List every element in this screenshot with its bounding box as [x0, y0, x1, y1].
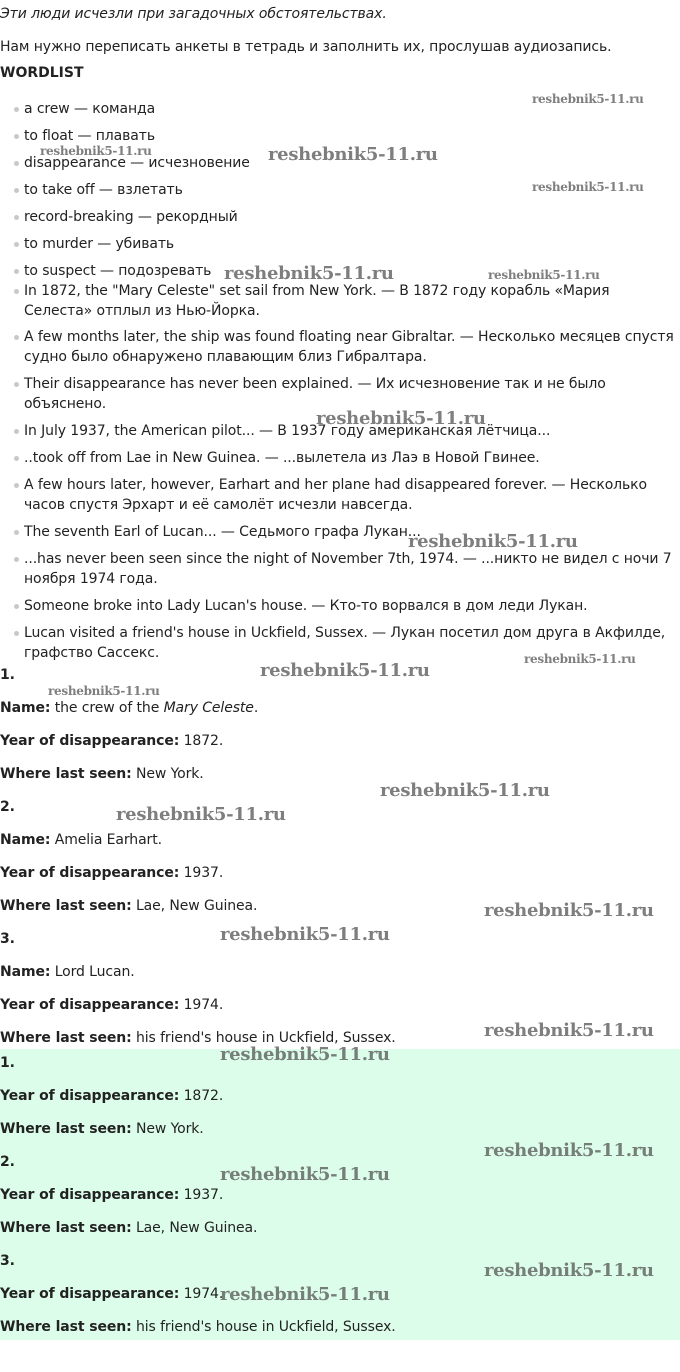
summary-where — [0, 1119, 204, 1139]
where-value: Lae, New Guinea. — [135, 1220, 258, 1236]
year-value: 1974. — [183, 1286, 224, 1302]
answer-name — [0, 830, 162, 850]
summary-number: 3. — [0, 1253, 15, 1269]
watermark: reshebnik5-11.ru — [220, 1044, 390, 1065]
where-label: Where last seen: — [0, 1030, 132, 1046]
watermark: reshebnik5-11.ru — [484, 900, 654, 921]
year-value: 1937. — [183, 865, 224, 881]
watermark: reshebnik5-11.ru — [224, 263, 394, 284]
where-label: Where last seen: — [0, 1220, 132, 1236]
where-value: Lae, New Guinea. — [135, 898, 258, 914]
where-label: Where last seen: — [0, 1121, 132, 1137]
summary-year — [0, 1284, 223, 1304]
answer-year — [0, 863, 223, 883]
name-label: Name: — [0, 700, 51, 716]
name-label: Name: — [0, 964, 51, 980]
year-value: 1937. — [183, 1187, 224, 1203]
year-label: Year of disappearance: — [0, 1187, 180, 1203]
watermark: reshebnik5-11.ru — [316, 408, 486, 429]
name-value: Amelia Earhart. — [54, 832, 162, 848]
where-label: Where last seen: — [0, 898, 132, 914]
year-value: 1872. — [183, 733, 224, 749]
watermark: reshebnik5-11.ru — [40, 144, 152, 158]
year-value: 1974. — [183, 997, 224, 1013]
list-item: A few months later, the ship was found floating near Gibraltar. — Несколько месяцев спустя судно было обнаружено плавающим близ Гибралтара. — [0, 327, 680, 367]
answer-name — [0, 962, 135, 982]
where-label: Where last seen: — [0, 766, 132, 782]
watermark: reshebnik5-11.ru — [268, 144, 438, 165]
list-item: In 1872, the "Mary Celeste" set sail from New York. — В 1872 году корабль «Мария Селеста» отплыл из Нью-Йорка. — [0, 281, 680, 321]
watermark: reshebnik5-11.ru — [260, 660, 430, 681]
watermark: reshebnik5-11.ru — [532, 92, 644, 106]
name-suffix: . — [253, 700, 259, 716]
name-label: Name: — [0, 832, 51, 848]
list-item: The seventh Earl of Lucan... — Седьмого графа Лукан... — [0, 522, 680, 542]
intro-text: Эти люди исчезли при загадочных обстоятельствах. — [0, 6, 387, 22]
watermark: reshebnik5-11.ru — [484, 1140, 654, 1161]
year-value: 1872. — [183, 1088, 224, 1104]
answer-number: 3. — [0, 931, 15, 947]
answer-where — [0, 764, 204, 784]
watermark: reshebnik5-11.ru — [220, 1284, 390, 1305]
list-item: A few hours later, however, Earhart and her plane had disappeared forever. — Несколько часов спустя Эрхарт и её самолёт исчезли навсегда. — [0, 475, 680, 515]
summary-number: 1. — [0, 1055, 15, 1071]
list-item: to murder — убивать — [0, 234, 680, 254]
summary-where — [0, 1317, 396, 1337]
list-item: disappearance — исчезновение — [0, 153, 680, 173]
answer-year — [0, 731, 223, 751]
watermark: reshebnik5-11.ru — [408, 531, 578, 552]
list-item: Their disappearance has never been explained. — Их исчезновение так и не было объяснено. — [0, 374, 680, 414]
list-item: Lucan visited a friend's house in Uckfield, Sussex. — Лукан посетил дом друга в Акфилде, графство Сассекс. — [0, 623, 680, 663]
year-label: Year of disappearance: — [0, 865, 180, 881]
answer-year — [0, 995, 223, 1015]
year-label: Year of disappearance: — [0, 997, 180, 1013]
where-value: his friend's house in Uckfield, Sussex. — [135, 1030, 396, 1046]
watermark: reshebnik5-11.ru — [380, 780, 550, 801]
answer-name — [0, 698, 258, 718]
answer-where — [0, 896, 257, 916]
where-value: New York. — [135, 766, 204, 782]
watermark: reshebnik5-11.ru — [488, 268, 600, 282]
where-value: his friend's house in Uckfield, Sussex. — [135, 1319, 396, 1335]
list-item: ...has never been seen since the night of November 7th, 1974. — ...никто не видел с ночи 7 ноября 1974 года. — [0, 549, 680, 589]
list-item: Someone broke into Lady Lucan's house. — Кто-то ворвался в дом леди Лукан. — [0, 596, 680, 616]
summary-year — [0, 1185, 223, 1205]
answer-where — [0, 1028, 396, 1048]
watermark: reshebnik5-11.ru — [524, 652, 636, 666]
summary-where — [0, 1218, 257, 1238]
name-italic: Mary Celeste — [163, 700, 254, 716]
task-text: Нам нужно переписать анкеты в тетрадь и заполнить их, прослушав аудиозапись. — [0, 39, 612, 55]
year-label: Year of disappearance: — [0, 1088, 180, 1104]
name-prefix: the crew of the — [54, 700, 164, 716]
answer-number: 1. — [0, 667, 15, 683]
where-label: Where last seen: — [0, 1319, 132, 1335]
name-value: Lord Lucan. — [54, 964, 135, 980]
watermark: reshebnik5-11.ru — [484, 1260, 654, 1281]
list-item: ..took off from Lae in New Guinea. — ...вылетела из Лаэ в Новой Гвинее. — [0, 448, 680, 468]
watermark: reshebnik5-11.ru — [220, 1164, 390, 1185]
list-item: to take off — взлетать — [0, 180, 680, 200]
watermark: reshebnik5-11.ru — [484, 1020, 654, 1041]
answer-number: 2. — [0, 799, 15, 815]
summary-year — [0, 1086, 223, 1106]
watermark: reshebnik5-11.ru — [48, 684, 160, 698]
wordlist-title: WORDLIST — [0, 65, 84, 81]
list-item: In July 1937, the American pilot... — В 1937 году американская лётчица... — [0, 421, 680, 441]
list-item: record-breaking — рекордный — [0, 207, 680, 227]
list-item: to suspect — подозревать — [0, 261, 680, 281]
watermark: reshebnik5-11.ru — [116, 804, 286, 825]
where-value: New York. — [135, 1121, 204, 1137]
list-item: a crew — команда — [0, 99, 680, 119]
year-label: Year of disappearance: — [0, 733, 180, 749]
summary-number: 2. — [0, 1154, 15, 1170]
year-label: Year of disappearance: — [0, 1286, 180, 1302]
watermark: reshebnik5-11.ru — [532, 180, 644, 194]
list-item: to float — плавать — [0, 126, 680, 146]
watermark: reshebnik5-11.ru — [220, 924, 390, 945]
